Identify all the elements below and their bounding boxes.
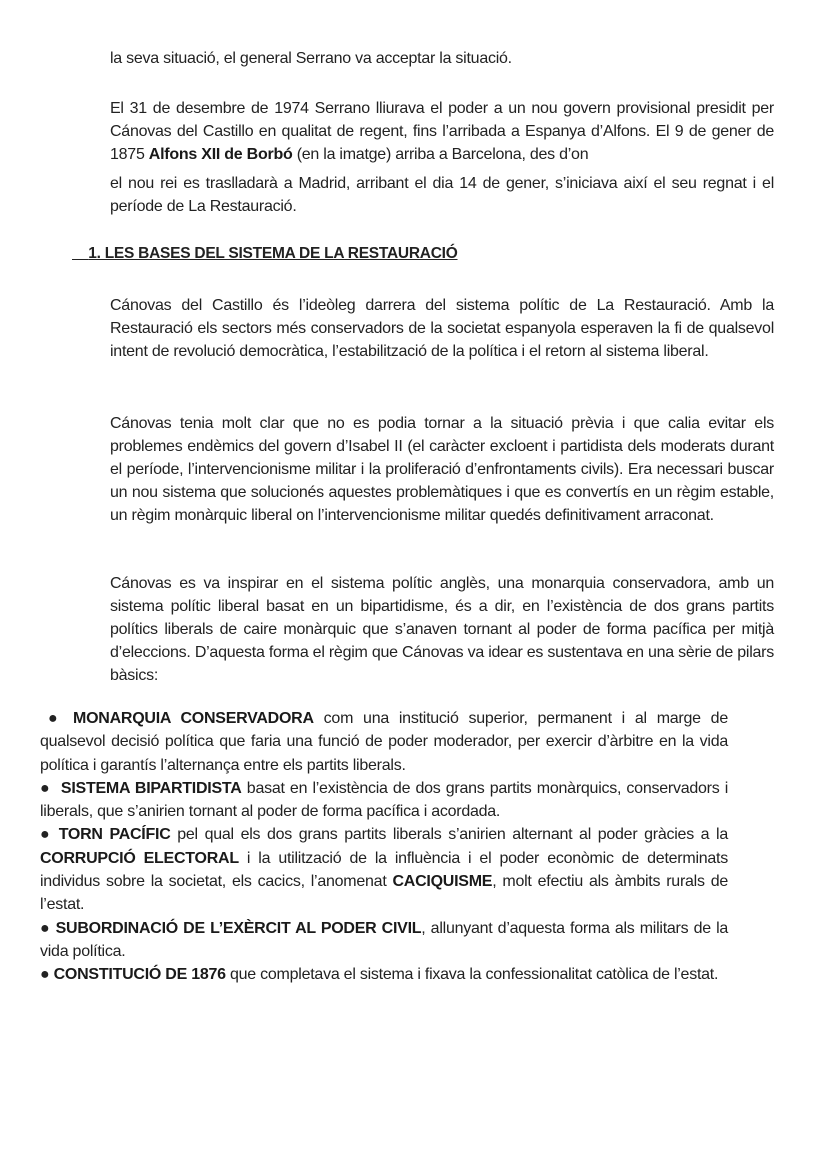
intro-paragraph-continued: el nou rei es traslladarà a Madrid, arribant el dia 14 de gener, s’iniciava així el seu regnat i el període de La Restauració. bbox=[110, 175, 774, 215]
pillar-text: que completava el sistema i fixava la confessionalitat catòlica de l’estat. bbox=[225, 966, 719, 984]
pillar-text: , molt efectiu als àmbits rurals de l’estat. bbox=[40, 873, 729, 914]
pillar-text: basat en l’existència de dos grans partits monàrquics, conservadors i liberals, que s’anirien tornant al poder de forma pacífica i acordada. bbox=[40, 779, 729, 821]
pillar-text: i la utilització de la influència i el poder econòmic de determinats individus sobre la societat, els cacics, l’anomenat bbox=[40, 849, 728, 891]
intro-text-cont: (en la imatge) arriba a Barcelona, des d’on bbox=[292, 146, 589, 163]
intro-line: la seva situació, el general Serrano va acceptar la situació. bbox=[110, 50, 512, 67]
intro-paragraph bbox=[110, 97, 774, 166]
list-item bbox=[40, 917, 728, 964]
bullet-icon: ● bbox=[40, 919, 51, 937]
intro-text: El 31 de desembre de 1974 Serrano lliurava el poder a un nou govern provisional presidit per Cánovas del Castillo en qualitat de regent, fins l’arribada a Espanya d’Alfons. El 9 de gener de 1875 bbox=[110, 100, 774, 163]
king-name: Alfons XII de Borbó bbox=[148, 146, 293, 163]
list-item bbox=[40, 777, 728, 824]
section-heading-text: 1. LES BASES DEL SISTEMA DE LA RESTAURACIÓ bbox=[88, 245, 458, 262]
pillar-text: pel qual els dos grans partits liberals s’anirien alternant al poder gràcies a la bbox=[170, 826, 729, 844]
pillar-text: com una institució superior, permanent i al marge de qualsevol decisió política que faria una funció de poder moderador, per exercir d’àrbitre en la vida política i garantís l’alternança entre els partits liberals. bbox=[40, 710, 728, 774]
pillar-title: SUBORDINACIÓ DE L’EXÈRCIT AL PODER CIVIL bbox=[55, 919, 422, 937]
bullet-icon: ● bbox=[40, 826, 52, 844]
section-paragraph-3: Cánovas es va inspirar en el sistema polític anglès, una monarquia conservadora, amb un sistema polític liberal basat en un bipartidisme, és a dir, en l’existència de dos grans partits polítics liberals de caire monàrquic que s’anaven tornant al poder de forma pacífica per mitjà d’eleccions. D’aquesta forma el règim que Cánovas va idear es sustentava en una sèrie de pilars bàsics: bbox=[110, 575, 774, 684]
pillars-list bbox=[40, 707, 728, 987]
section-paragraph-1: Cánovas del Castillo és l’ideòleg darrera del sistema polític de La Restauració. Amb la Restauració els sectors més conservadors de la societat espanyola esperaven la fi de qualsevol intent de revolució democràtica, l’estabilització de la política i el retorn al sistema liberal. bbox=[110, 297, 774, 360]
pillar-title: SISTEMA BIPARTIDISTA bbox=[60, 779, 242, 797]
bullet-icon: ● bbox=[40, 966, 50, 984]
list-item bbox=[40, 823, 728, 916]
pillar-keyword: CACIQUISME bbox=[392, 873, 493, 891]
section-heading bbox=[72, 243, 458, 265]
pillar-title: TORN PACÍFIC bbox=[58, 826, 171, 844]
pillar-title: CONSTITUCIÓ DE 1876 bbox=[53, 966, 226, 984]
pillar-title: MONARQUIA CONSERVADORA bbox=[73, 710, 314, 727]
bullet-icon: ● bbox=[48, 710, 64, 727]
list-item bbox=[40, 707, 728, 777]
pillar-text: , allunyant d’aquesta forma als militars de la vida política. bbox=[40, 919, 729, 960]
pillar-keyword: CORRUPCIÓ ELECTORAL bbox=[40, 849, 239, 867]
section-paragraph-2: Cánovas tenia molt clar que no es podia tornar a la situació prèvia i que calia evitar els problemes endèmics del govern d’Isabel II (el caràcter excloent i partidista dels moderats durant el període, l’intervencionisme militar i la proliferació d’enfrontaments civils). Era necessari buscar un nou sistema que solucionés aquestes problemàtiques i que es convertís en un règim estable, un règim monàrquic liberal on l’intervencionisme militar quedés definitivament arraconat. bbox=[110, 415, 774, 524]
bullet-icon: ● bbox=[40, 779, 51, 797]
list-item bbox=[40, 963, 728, 986]
